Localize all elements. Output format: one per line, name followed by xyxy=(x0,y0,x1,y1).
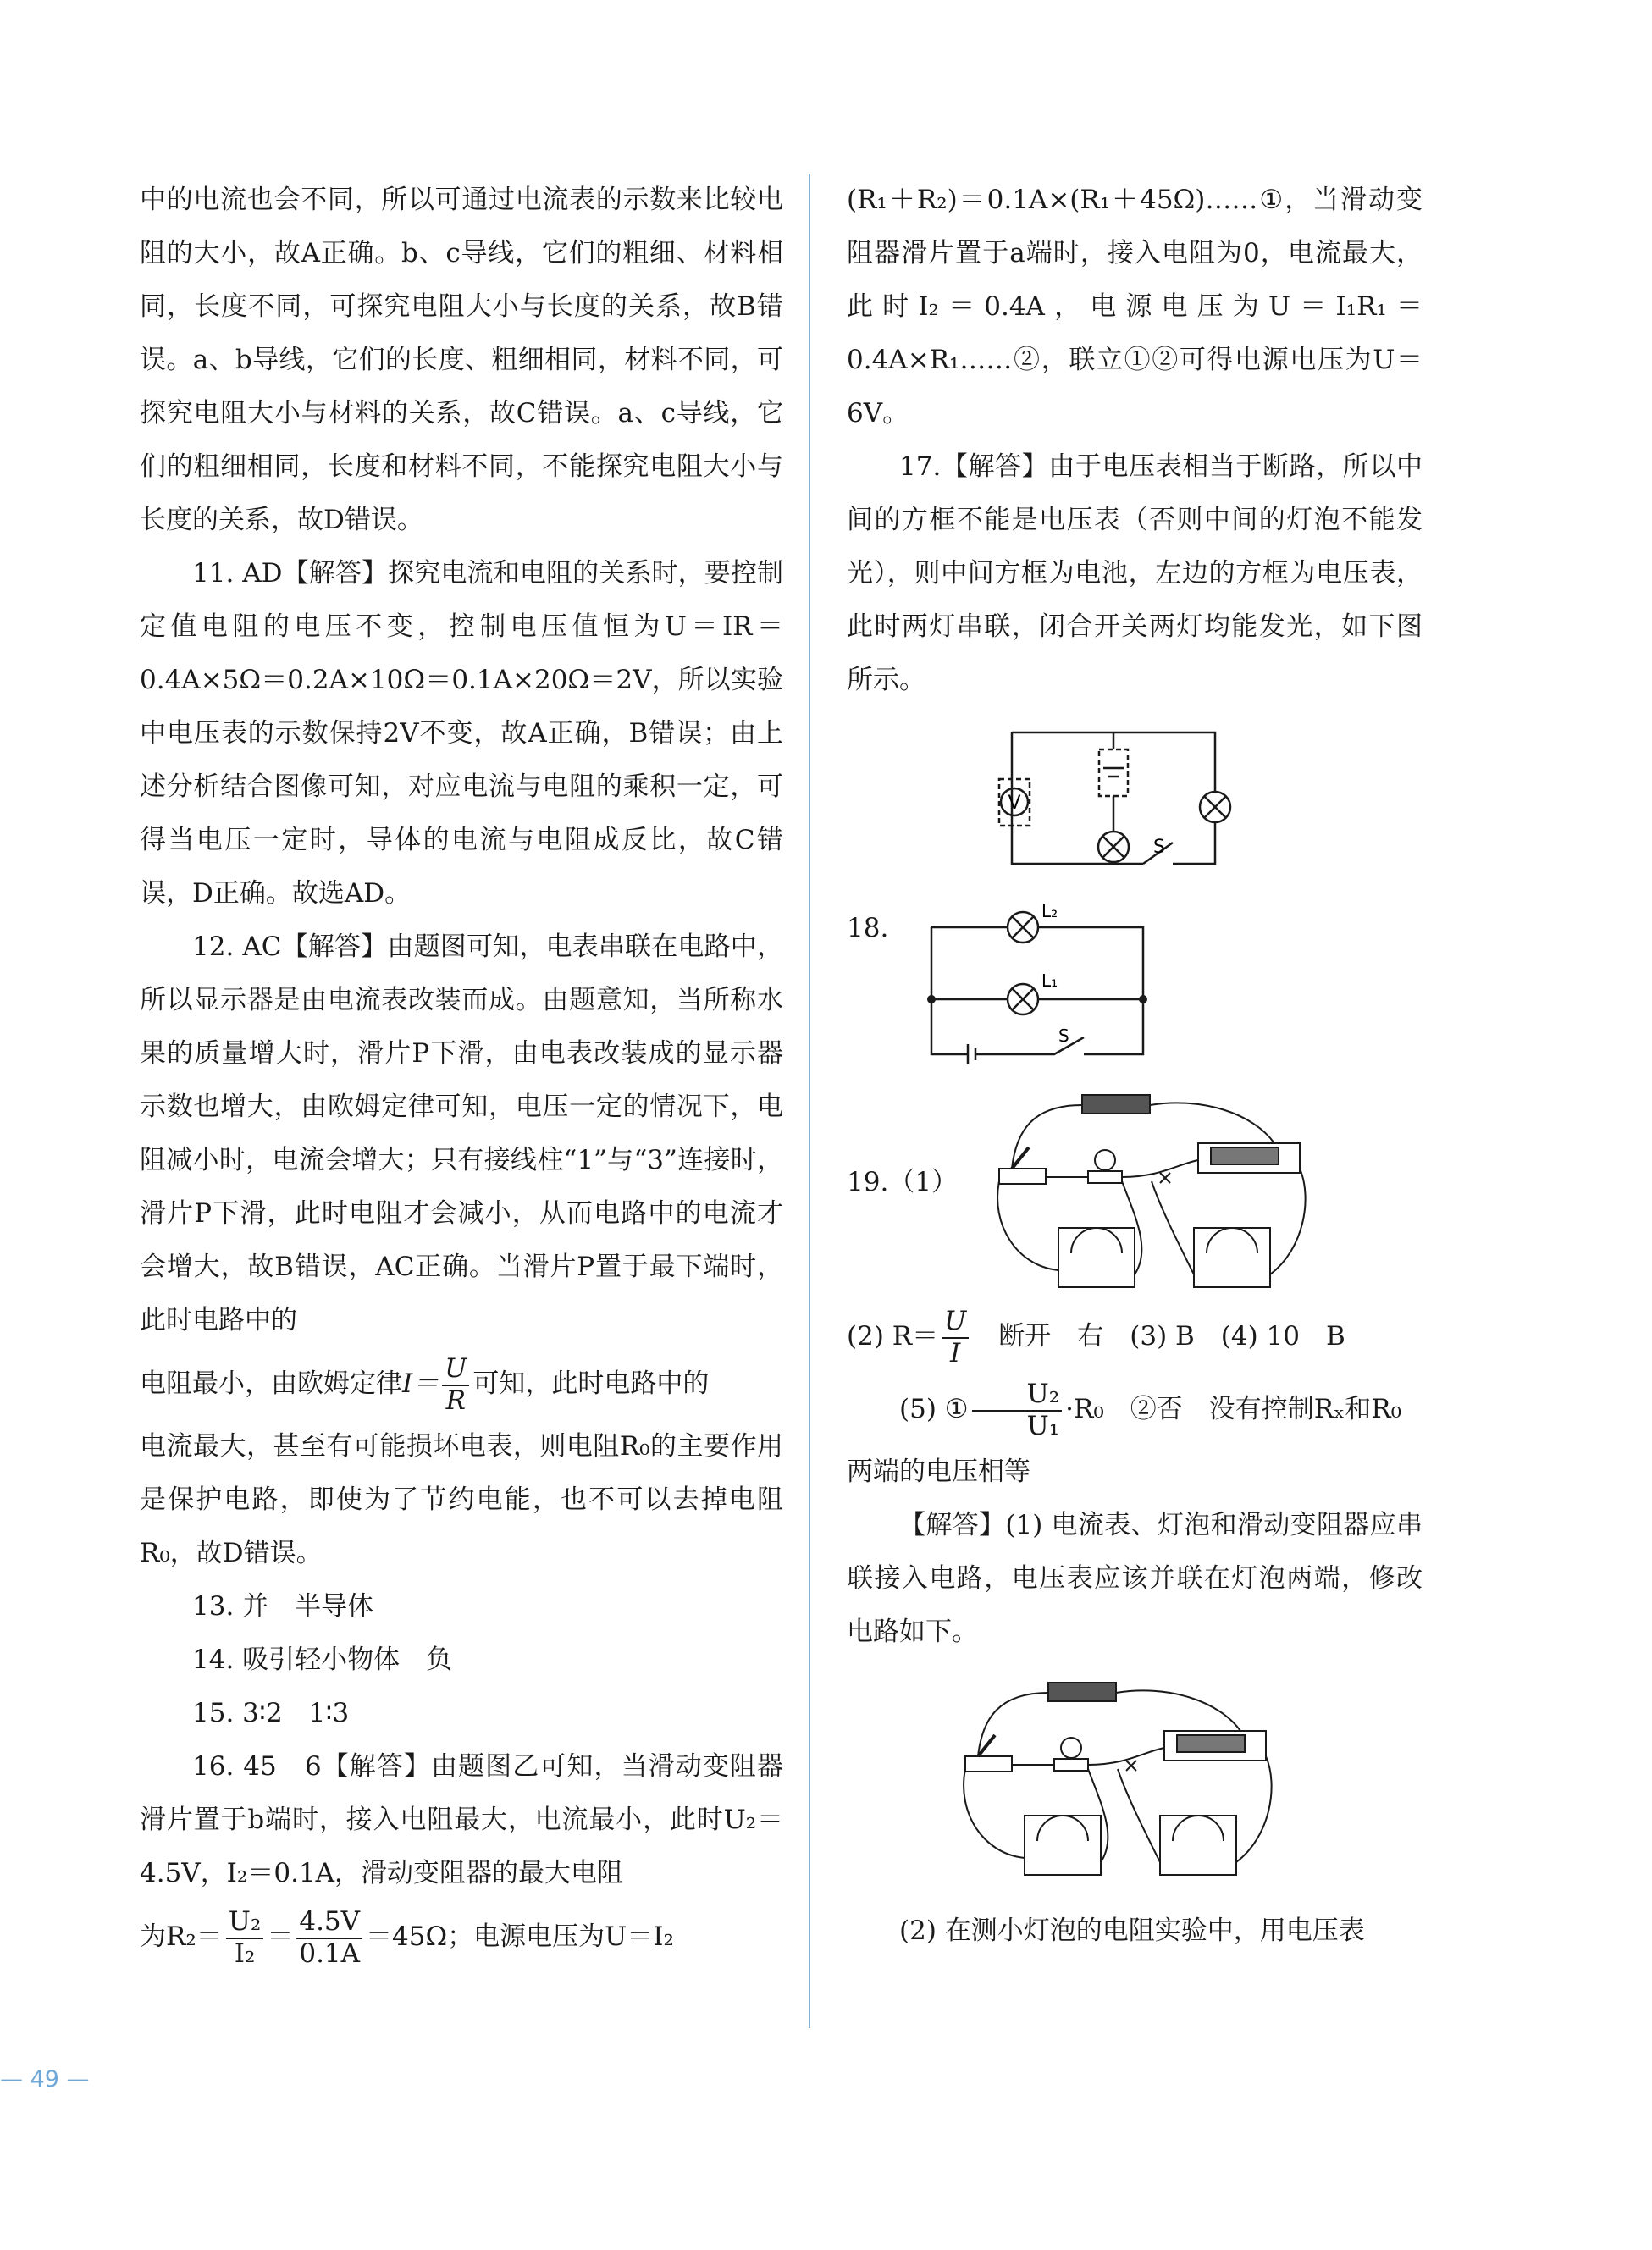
ohm-fraction: $\frac{U}{R}$ xyxy=(442,1354,469,1416)
answer-19-part-5: (5) ① $\frac{\text{U₂}}{\text{U₁}}$ ·R₀ ②否 没有控制Rₓ和R₀ xyxy=(899,1378,1401,1441)
answer-12-part-c: 电流最大，甚至有可能损坏电表，则电阻R₀的主要作用是保护电路，即使为了节约电能，也不可以去掉电阻R₀，故D错误。 xyxy=(140,1431,783,1568)
question-19-part-1: 19.（1） xyxy=(847,1080,1423,1300)
voltage-ratio-fraction: $\frac{\text{U₂}}{\text{U₁}}$ xyxy=(972,1379,1063,1441)
question-18: 18. L₂ L₁ S xyxy=(847,902,1423,1071)
answer-19-part-5-continued: 两端的电压相等 xyxy=(847,1457,1030,1487)
answer-12-formula-line: 电阻最小，由欧姆定律I＝ $\frac{U}{R}$ 可知，此时电路中的 xyxy=(140,1352,710,1416)
lamp-l1-label: L₁ xyxy=(1041,970,1058,991)
lamp-l2-label: L₂ xyxy=(1041,902,1058,921)
left-column xyxy=(140,174,783,1973)
voltmeter-label: V xyxy=(1008,793,1021,814)
answer-11: 11. AD【解答】探究电流和电阻的关系时，要控制定值电阻的电压不变，控制电压值恒为U＝IR＝0.4A×5Ω＝0.2A×10Ω＝0.1A×20Ω＝2V，所以实验中电压表的示数保持2V不变，故A正确，B错误；由上述分析结合图像可知，对应电流与电阻的乘积一定，可得当电压一定时，导体的电流与电阻成反比，故C错误，D正确。故选AD。 xyxy=(140,558,783,909)
resistance-fraction-1: $\frac{\text{U₂}}{\text{I₂}}$ xyxy=(226,1907,264,1969)
right-column xyxy=(847,174,1423,1958)
switch-label-17: S xyxy=(1153,837,1165,858)
answer-19-explanation: 【解答】(1) 电流表、灯泡和滑动变阻器应串联接入电路，电压表应该并联在灯泡两端，修改电路如下。 xyxy=(847,1510,1423,1647)
circuit-diagram-17 xyxy=(847,716,1423,893)
switch-label-18: S xyxy=(1058,1025,1069,1046)
answer-19-part-2-4: (2) R＝ $\frac{U}{I}$ 断开 右 (3) B (4) 10 B xyxy=(847,1305,1345,1368)
answer-17: 17.【解答】由于电压表相当于断路，所以中间的方框不能是电压表（否则中间的灯泡不能发光），则中间方框为电池，左边的方框为电压表，此时两灯串联，闭合开关两灯均能发光，如下图所示。 xyxy=(847,451,1423,695)
answer-19-part-2-explanation: (2) 在测小灯泡的电阻实验中，用电压表 xyxy=(899,1916,1365,1946)
answer-16-continued: (R₁＋R₂)＝0.1A×(R₁＋45Ω)……①，当滑动变阻器滑片置于a端时，接入电阻为0，电流最大，此时I₂＝0.4A，电源电压为U＝I₁R₁＝0.4A×R₁……②，联立①②可得电源电压为U＝6V。 xyxy=(847,185,1423,428)
apparatus-diagram-19-original xyxy=(982,1080,1321,1300)
paragraph-10-continued: 中的电流也会不同，所以可通过电流表的示数来比较电阻的大小，故A正确。b、c导线，它们的粗细、材料相同，长度不同，可探究电阻大小与长度的关系，故B错误。a、b导线，它们的长度、粗细相同，材料不同，可探究电阻大小与材料的关系，故C错误。a、c导线，它们的粗细相同，长度和材料不同，不能探究电阻大小与长度的关系，故D错误。 xyxy=(140,185,783,535)
r-equals-u-over-i-fraction: $\frac{U}{I}$ xyxy=(942,1307,969,1368)
answer-16-formula-line: 为R₂＝ $\frac{\text{U₂}}{\text{I₂}}$ ＝ $\frac{4.5V}{0.1A}$ ＝45Ω；电源电压为U＝I₂ xyxy=(140,1905,674,1969)
answer-16-part-a: 16. 45 6【解答】由题图乙可知，当滑动变阻器滑片置于b端时，接入电阻最大，电流最小，此时U₂＝4.5V，I₂＝0.1A，滑动变阻器的最大电阻 xyxy=(140,1751,783,1888)
page-number: — 49 — xyxy=(0,2066,90,2092)
answer-14: 14. 吸引轻小物体 负 xyxy=(192,1645,453,1675)
column-divider xyxy=(809,174,810,2028)
answer-12-part-a: 12. AC【解答】由题图可知，电表串联在电路中，所以显示器是由电流表改装而成。由题意知，当所称水果的质量增大时，滑片P下滑，由电表改装成的显示器示数也增大，由欧姆定律可知，电压一定的情况下，电阻减小时，电流会增大；只有接线柱“1”与“3”连接时，滑片P下滑，此时电阻才会减小，从而电路中的电流才会增大，故B错误，AC正确。当滑片P置于最下端时，此时电路中的 xyxy=(140,932,783,1335)
apparatus-diagram-19-corrected xyxy=(847,1667,1423,1896)
answer-15: 15. 3∶2 1∶3 xyxy=(192,1698,350,1728)
circuit-diagram-18 xyxy=(914,902,1194,1071)
resistance-fraction-2: $\frac{4.5V}{0.1A}$ xyxy=(296,1907,362,1969)
answer-13: 13. 并 半导体 xyxy=(192,1591,374,1622)
